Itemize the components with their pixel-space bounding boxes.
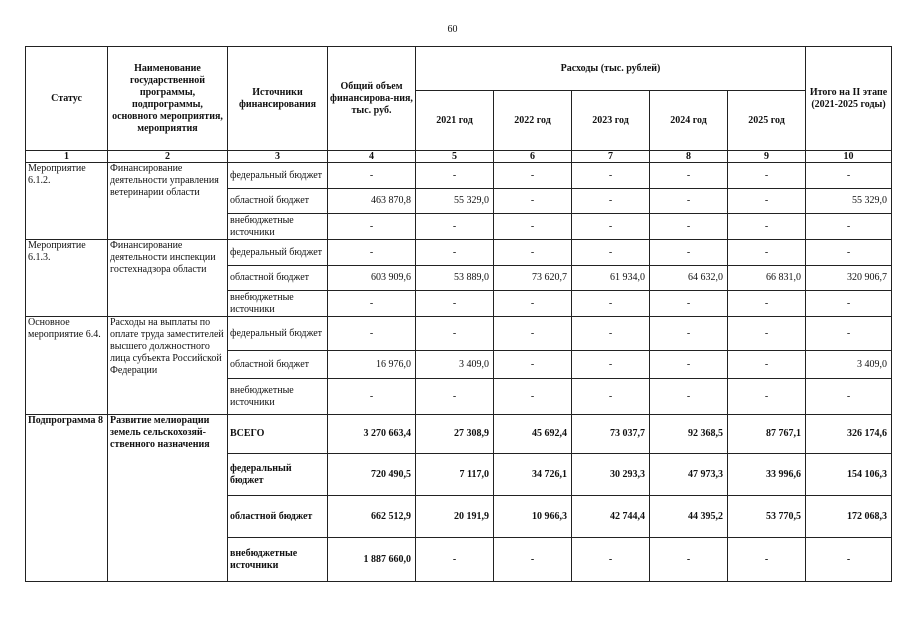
value-cell-stage: - — [806, 163, 892, 189]
header-total-volume: Общий объем финансирова-ния, тыс. руб. — [328, 47, 416, 151]
source-cell: федеральный бюджет — [228, 163, 328, 189]
header-status: Статус — [26, 47, 108, 151]
value-cell-y2025: - — [728, 189, 806, 214]
value-cell-stage: 154 106,3 — [806, 454, 892, 496]
value-cell-y2024: - — [650, 317, 728, 351]
value-cell-y2023: 73 037,7 — [572, 415, 650, 454]
column-number: 6 — [494, 151, 572, 163]
value-cell-y2021: - — [416, 214, 494, 240]
value-cell-total: 603 909,6 — [328, 266, 416, 291]
value-cell-y2022: - — [494, 538, 572, 582]
value-cell-y2023: - — [572, 317, 650, 351]
value-cell-y2025: - — [728, 240, 806, 266]
value-cell-y2022: - — [494, 189, 572, 214]
value-cell-y2021: 55 329,0 — [416, 189, 494, 214]
value-cell-y2024: - — [650, 189, 728, 214]
program-name-cell: Развитие мелиорации земель сельскохозяй-ственного назначения — [108, 415, 228, 582]
value-cell-y2023: - — [572, 351, 650, 379]
column-number: 2 — [108, 151, 228, 163]
source-cell: внебюджетные источники — [228, 538, 328, 582]
header-expenses: Расходы (тыс. рублей) — [416, 47, 806, 91]
value-cell-y2022: 10 966,3 — [494, 496, 572, 538]
source-cell: федеральный бюджет — [228, 240, 328, 266]
value-cell-y2024: - — [650, 163, 728, 189]
value-cell-y2025: - — [728, 351, 806, 379]
value-cell-total: 16 976,0 — [328, 351, 416, 379]
value-cell-y2022: - — [494, 214, 572, 240]
value-cell-y2025: - — [728, 214, 806, 240]
value-cell-total: 720 490,5 — [328, 454, 416, 496]
header-year: 2022 год — [494, 91, 572, 151]
header-year: 2025 год — [728, 91, 806, 151]
value-cell-y2024: 44 395,2 — [650, 496, 728, 538]
source-cell: федеральный бюджет — [228, 317, 328, 351]
source-cell: областной бюджет — [228, 496, 328, 538]
value-cell-total: - — [328, 379, 416, 415]
value-cell-y2024: 64 632,0 — [650, 266, 728, 291]
value-cell-total: - — [328, 163, 416, 189]
value-cell-stage: 320 906,7 — [806, 266, 892, 291]
value-cell-y2023: - — [572, 214, 650, 240]
value-cell-y2023: 30 293,3 — [572, 454, 650, 496]
value-cell-stage: - — [806, 240, 892, 266]
value-cell-stage: - — [806, 317, 892, 351]
value-cell-stage: 326 174,6 — [806, 415, 892, 454]
value-cell-y2021: 7 117,0 — [416, 454, 494, 496]
value-cell-y2022: - — [494, 351, 572, 379]
status-cell: Мероприятие 6.1.2. — [26, 163, 108, 240]
source-cell: областной бюджет — [228, 351, 328, 379]
column-number: 5 — [416, 151, 494, 163]
page-number: 60 — [447, 24, 458, 35]
value-cell-y2024: 47 973,3 — [650, 454, 728, 496]
source-cell: областной бюджет — [228, 189, 328, 214]
value-cell-stage: 3 409,0 — [806, 351, 892, 379]
status-cell: Подпрограмма 8 — [26, 415, 108, 582]
status-cell: Мероприятие 6.1.3. — [26, 240, 108, 317]
value-cell-y2025: - — [728, 317, 806, 351]
value-cell-y2021: 20 191,9 — [416, 496, 494, 538]
value-cell-total: 1 887 660,0 — [328, 538, 416, 582]
column-number: 8 — [650, 151, 728, 163]
value-cell-y2022: 73 620,7 — [494, 266, 572, 291]
value-cell-y2023: 42 744,4 — [572, 496, 650, 538]
value-cell-stage: - — [806, 214, 892, 240]
value-cell-y2023: - — [572, 379, 650, 415]
value-cell-y2021: - — [416, 240, 494, 266]
value-cell-y2024: - — [650, 351, 728, 379]
header-year: 2023 год — [572, 91, 650, 151]
value-cell-y2022: - — [494, 240, 572, 266]
value-cell-y2025: 66 831,0 — [728, 266, 806, 291]
source-cell: ВСЕГО — [228, 415, 328, 454]
value-cell-y2022: 34 726,1 — [494, 454, 572, 496]
value-cell-y2021: 27 308,9 — [416, 415, 494, 454]
value-cell-y2024: - — [650, 291, 728, 317]
table-row — [26, 240, 892, 266]
value-cell-stage: 55 329,0 — [806, 189, 892, 214]
value-cell-stage: - — [806, 379, 892, 415]
header-stage-total: Итого на II этапе (2021-2025 годы) — [806, 47, 892, 151]
source-cell: областной бюджет — [228, 266, 328, 291]
value-cell-y2023: - — [572, 163, 650, 189]
value-cell-y2023: 61 934,0 — [572, 266, 650, 291]
source-cell: внебюджетные источники — [228, 379, 328, 415]
value-cell-total: 463 870,8 — [328, 189, 416, 214]
value-cell-y2021: - — [416, 538, 494, 582]
status-cell: Основное мероприятие 6.4. — [26, 317, 108, 415]
column-number: 7 — [572, 151, 650, 163]
value-cell-y2022: - — [494, 291, 572, 317]
value-cell-y2024: - — [650, 379, 728, 415]
value-cell-y2021: - — [416, 291, 494, 317]
value-cell-total: - — [328, 317, 416, 351]
value-cell-y2025: 87 767,1 — [728, 415, 806, 454]
source-cell: федеральный бюджет — [228, 454, 328, 496]
column-number: 1 — [26, 151, 108, 163]
source-cell: внебюджетные источники — [228, 291, 328, 317]
value-cell-y2025: - — [728, 291, 806, 317]
program-name-cell: Финансирование деятельности инспекции гостехнадзора области — [108, 240, 228, 317]
column-number: 9 — [728, 151, 806, 163]
column-number: 4 — [328, 151, 416, 163]
value-cell-y2021: - — [416, 317, 494, 351]
column-number: 10 — [806, 151, 892, 163]
source-cell: внебюджетные источники — [228, 214, 328, 240]
table-row — [26, 163, 892, 189]
value-cell-y2022: - — [494, 379, 572, 415]
value-cell-y2022: 45 692,4 — [494, 415, 572, 454]
value-cell-y2021: 3 409,0 — [416, 351, 494, 379]
value-cell-y2021: - — [416, 163, 494, 189]
value-cell-y2024: - — [650, 240, 728, 266]
value-cell-total: - — [328, 214, 416, 240]
value-cell-y2025: - — [728, 163, 806, 189]
value-cell-stage: - — [806, 291, 892, 317]
value-cell-y2023: - — [572, 291, 650, 317]
value-cell-y2025: 53 770,5 — [728, 496, 806, 538]
table-row — [26, 415, 892, 454]
table-body — [26, 163, 892, 582]
value-cell-y2025: - — [728, 379, 806, 415]
value-cell-y2022: - — [494, 317, 572, 351]
value-cell-y2025: 33 996,6 — [728, 454, 806, 496]
value-cell-y2023: - — [572, 538, 650, 582]
value-cell-y2023: - — [572, 189, 650, 214]
value-cell-stage: - — [806, 538, 892, 582]
value-cell-y2022: - — [494, 163, 572, 189]
value-cell-y2024: 92 368,5 — [650, 415, 728, 454]
value-cell-y2021: - — [416, 379, 494, 415]
value-cell-stage: 172 068,3 — [806, 496, 892, 538]
value-cell-y2021: 53 889,0 — [416, 266, 494, 291]
column-number: 3 — [228, 151, 328, 163]
value-cell-total: 3 270 663,4 — [328, 415, 416, 454]
program-name-cell: Финансирование деятельности управления ветеринарии области — [108, 163, 228, 240]
value-cell-y2025: - — [728, 538, 806, 582]
value-cell-total: 662 512,9 — [328, 496, 416, 538]
header-sources: Источники финансирования — [228, 47, 328, 151]
financing-table — [25, 46, 892, 582]
value-cell-y2024: - — [650, 214, 728, 240]
program-name-cell: Расходы на выплаты по оплате труда заместителей высшего должностного лица субъекта Российской Федерации — [108, 317, 228, 415]
value-cell-y2024: - — [650, 538, 728, 582]
header-year: 2021 год — [416, 91, 494, 151]
table-header — [26, 47, 892, 163]
value-cell-total: - — [328, 240, 416, 266]
value-cell-total: - — [328, 291, 416, 317]
table-row — [26, 317, 892, 351]
value-cell-y2023: - — [572, 240, 650, 266]
header-program-name: Наименование государственной программы, подпрограммы, основного мероприятия, мероприятия — [108, 47, 228, 151]
header-year: 2024 год — [650, 91, 728, 151]
